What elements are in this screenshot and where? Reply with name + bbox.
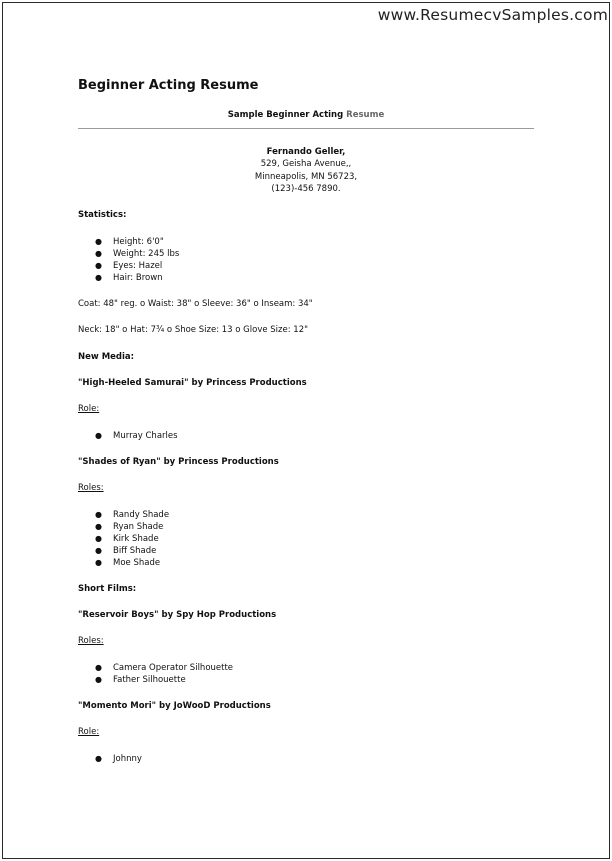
list-item xyxy=(95,272,179,284)
bullet-icon: ● xyxy=(95,261,102,270)
list-item-text: Hair: Brown xyxy=(113,273,163,283)
contact-block xyxy=(78,146,534,195)
bullet-icon: ● xyxy=(95,431,102,440)
credit-title: "Shades of Ryan" by Princess Productions xyxy=(78,457,279,467)
list-item-text: Ryan Shade xyxy=(113,522,164,532)
bullet-icon: ● xyxy=(95,249,102,258)
bullet-icon: ● xyxy=(95,534,102,543)
role-list xyxy=(95,430,178,442)
statistics-heading: Statistics: xyxy=(78,210,127,220)
measurements-line-1: Coat: 48" reg. o Waist: 38" o Sleeve: 36" o Inseam: 34" xyxy=(78,299,313,309)
bullet-icon: ● xyxy=(95,546,102,555)
list-item xyxy=(95,521,169,533)
credit-title: "High-Heeled Samurai" by Princess Productions xyxy=(78,378,307,388)
bullet-icon: ● xyxy=(95,663,102,672)
list-item xyxy=(95,753,142,765)
list-item xyxy=(95,533,169,545)
measurements-line-2: Neck: 18" o Hat: 7¾ o Shoe Size: 13 o Glove Size: 12" xyxy=(78,325,309,335)
role-list xyxy=(95,662,233,686)
role-label: Roles: xyxy=(78,483,104,493)
list-item-text: Weight: 245 lbs xyxy=(113,249,180,259)
list-item-text: Kirk Shade xyxy=(113,534,159,544)
contact-phone: (123)-456 7890. xyxy=(271,183,341,194)
statistics-list xyxy=(95,236,179,284)
resume-subtitle xyxy=(78,110,534,120)
list-item xyxy=(95,236,179,248)
bullet-icon: ● xyxy=(95,237,102,246)
role-label: Roles: xyxy=(78,636,104,646)
bullet-icon: ● xyxy=(95,273,102,282)
list-item xyxy=(95,662,233,674)
bullet-icon: ● xyxy=(95,510,102,519)
short-films-heading: Short Films: xyxy=(78,584,137,594)
resume-title: Beginner Acting Resume xyxy=(78,78,259,93)
bullet-icon: ● xyxy=(95,754,102,763)
list-item-text: Randy Shade xyxy=(113,510,170,520)
list-item-text: Johnny xyxy=(113,754,142,764)
role-list xyxy=(95,509,169,569)
role-label: Role: xyxy=(78,727,100,737)
contact-city: Minneapolis, MN 56723, xyxy=(254,171,358,182)
contact-name: Fernando Geller, xyxy=(266,147,346,157)
bullet-icon: ● xyxy=(95,522,102,531)
new-media-heading: New Media: xyxy=(78,352,135,362)
contact-address: 529, Geisha Avenue,, xyxy=(260,159,352,170)
list-item-text: Moe Shade xyxy=(113,558,161,568)
list-item xyxy=(95,509,169,521)
role-label: Role: xyxy=(78,404,100,414)
subtitle-muted: Resume xyxy=(346,110,385,120)
watermark: www.ResumecvSamples.com xyxy=(377,6,608,24)
list-item-text: Height: 6'0" xyxy=(113,237,164,247)
list-item-text: Biff Shade xyxy=(113,546,157,556)
list-item xyxy=(95,557,169,569)
list-item xyxy=(95,260,179,272)
credit-title: "Reservoir Boys" by Spy Hop Productions xyxy=(78,610,277,620)
list-item-text: Father Silhouette xyxy=(113,675,186,685)
header-divider xyxy=(78,128,534,129)
list-item xyxy=(95,430,178,442)
list-item xyxy=(95,545,169,557)
list-item xyxy=(95,248,179,260)
subtitle-main: Sample Beginner Acting xyxy=(227,110,344,120)
bullet-icon: ● xyxy=(95,558,102,567)
bullet-icon: ● xyxy=(95,675,102,684)
list-item-text: Eyes: Hazel xyxy=(113,261,163,271)
list-item-text: Camera Operator Silhouette xyxy=(113,663,234,673)
credit-title: "Momento Mori" by JoWooD Productions xyxy=(78,701,271,711)
list-item xyxy=(95,674,233,686)
role-list xyxy=(95,753,142,765)
list-item-text: Murray Charles xyxy=(113,431,178,441)
